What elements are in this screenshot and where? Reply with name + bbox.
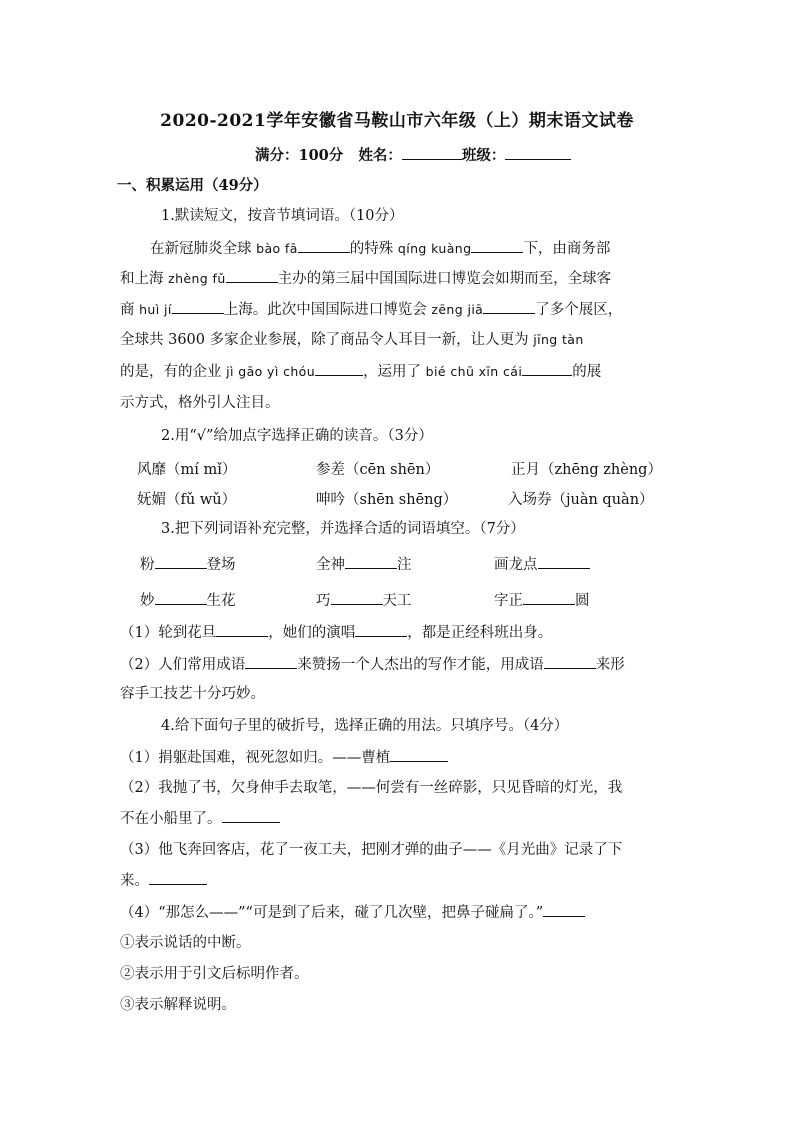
answer-blank[interactable] <box>149 870 207 885</box>
q4-sentence-2-cont <box>120 808 280 829</box>
answer-blank[interactable] <box>471 238 523 253</box>
class-label: 班级： <box>461 147 506 164</box>
q4-sentence-1 <box>120 747 448 768</box>
text: 全神 <box>316 557 345 573</box>
answer-blank[interactable] <box>222 808 280 823</box>
full-score: 满分：100分 <box>255 147 344 164</box>
q3-sentence-1 <box>120 622 552 643</box>
q2-item-4[interactable]: 妩媚（fǔ wǔ） <box>137 492 237 508</box>
text: 生花 <box>206 593 236 609</box>
text: 的展 <box>572 364 602 380</box>
text: （2）人们常用成语 <box>120 657 246 673</box>
text: 的是，有的企业 <box>120 364 222 380</box>
q4-sentence-2: （2）我抛了书，欠身伸手去取笔，——何尝有一丝碎影，只见昏暗的灯光，我 <box>120 780 623 796</box>
text: 和上海 <box>120 271 164 287</box>
q4-sentence-4 <box>120 902 585 923</box>
q4-option-3: ③表示解释说明。 <box>120 997 236 1013</box>
text: 粉 <box>140 557 155 573</box>
text: 登场 <box>206 557 236 573</box>
q1-line-1 <box>150 238 610 259</box>
class-blank[interactable] <box>505 145 571 160</box>
q1-line-4 <box>120 330 584 350</box>
q3-word-4 <box>140 589 236 610</box>
name-blank[interactable] <box>402 145 462 160</box>
q1-line-3 <box>120 299 622 320</box>
q3-sentence-2-cont: 容手工技艺十分巧妙。 <box>120 686 265 702</box>
section-heading: 一、积累运用（49分） <box>117 177 268 194</box>
answer-blank[interactable] <box>155 554 207 569</box>
pinyin: jīng tàn <box>533 332 584 347</box>
text: 全球共 3600 多家企业参展，除了商品令人耳目一新，让人更为 <box>120 332 529 348</box>
answer-blank[interactable] <box>390 747 448 762</box>
q3-label: 3.把下列词语补充完整，并选择合适的词语填空。（7分） <box>161 521 525 537</box>
answer-blank[interactable] <box>331 590 383 605</box>
answer-blank[interactable] <box>483 299 535 314</box>
answer-blank[interactable] <box>543 902 585 917</box>
text: 的特殊 <box>349 241 394 257</box>
text: ，运用了 <box>363 364 422 380</box>
text: 来形 <box>595 657 625 673</box>
q3-word-3 <box>494 553 590 574</box>
text: 在新冠肺炎全球 <box>150 241 252 257</box>
answer-blank[interactable] <box>298 238 350 253</box>
text: 上海。此次中国国际进口博览会 <box>223 302 427 318</box>
pinyin: huì jí <box>139 302 172 317</box>
q4-option-2: ②表示用于引文后标明作者。 <box>120 966 309 982</box>
pinyin: zhèng fǔ <box>168 271 226 286</box>
q1-line-6: 示方式，格外引人注目。 <box>120 395 280 411</box>
text: 天工 <box>382 593 412 609</box>
text: （4）“那怎么——”“可是到了后来，碰了几次壁，把鼻子碰扁了。” <box>120 905 544 921</box>
text: 妙 <box>140 593 155 609</box>
q2-label: 2.用“√”给加点字选择正确的读音。（3分） <box>161 428 433 444</box>
answer-blank[interactable] <box>172 299 224 314</box>
q4-sentence-3-cont <box>120 870 207 891</box>
text: 字正 <box>494 593 523 609</box>
text: 下，由商务部 <box>523 241 611 257</box>
text: 主办的第三届中国国际进口博览会如期而至，全球客 <box>277 271 612 287</box>
text: 注 <box>397 557 412 573</box>
q3-word-2 <box>316 553 412 574</box>
answer-blank[interactable] <box>216 622 268 637</box>
q2-item-5[interactable]: 呻吟（shēn shēng） <box>316 492 458 508</box>
answer-blank[interactable] <box>245 654 297 669</box>
q1-line-5 <box>120 361 601 382</box>
answer-blank[interactable] <box>155 590 207 605</box>
answer-blank[interactable] <box>522 361 572 376</box>
answer-blank[interactable] <box>355 622 407 637</box>
text: 画龙点 <box>494 557 538 573</box>
answer-blank[interactable] <box>315 361 363 376</box>
exam-title: 2020-2021学年安徽省马鞍山市六年级（上）期末语文试卷 <box>160 111 634 131</box>
pinyin: jì gāo yì chóu <box>226 364 316 379</box>
exam-info-line <box>255 144 571 165</box>
text: 商 <box>120 302 135 318</box>
pinyin: bào fā <box>256 241 298 256</box>
q3-word-5 <box>316 589 412 610</box>
q2-item-2[interactable]: 参差（cēn shēn） <box>316 462 440 478</box>
answer-blank[interactable] <box>538 554 590 569</box>
text: （1）捐躯赴国难，视死忽如归。——曹植 <box>120 750 391 766</box>
q2-item-3[interactable]: 正月（zhēng zhèng） <box>511 462 662 478</box>
answer-blank[interactable] <box>523 590 575 605</box>
pinyin: zēng jiā <box>431 302 484 317</box>
text: （1）轮到花旦 <box>120 625 217 641</box>
text: 来。 <box>120 873 149 889</box>
pinyin: qíng kuàng <box>397 241 472 256</box>
pinyin: bié chū xīn cái <box>425 364 523 379</box>
q4-sentence-3: （3）他飞奔回客店，花了一夜工夫，把刚才弹的曲子——《月光曲》记录了下 <box>120 842 623 858</box>
text: 巧 <box>316 593 331 609</box>
q2-item-6[interactable]: 入场券（juàn quàn） <box>508 492 654 508</box>
q3-sentence-2 <box>120 654 625 675</box>
text: ，都是正经科班出身。 <box>407 625 553 641</box>
text: 圆 <box>575 593 590 609</box>
q4-option-1: ①表示说话的中断。 <box>120 935 251 951</box>
text: 来赞扬一个人杰出的写作才能，用成语 <box>297 657 544 673</box>
q1-line-2 <box>120 268 611 289</box>
q1-label: 1.默读短文，按音节填词语。（10分） <box>161 208 404 224</box>
text: 不在小船里了。 <box>120 811 222 827</box>
q3-word-6 <box>494 589 590 610</box>
q3-word-1 <box>140 553 236 574</box>
text: 了多个展区， <box>535 302 623 318</box>
q4-label: 4.给下面句子里的破折号，选择正确的用法。只填序号。（4分） <box>161 718 569 734</box>
name-label: 姓名： <box>358 147 402 164</box>
answer-blank[interactable] <box>226 268 278 283</box>
text: ，她们的演唱 <box>268 625 356 641</box>
answer-blank[interactable] <box>544 654 596 669</box>
q2-item-1[interactable]: 风靡（mí mǐ） <box>137 462 237 478</box>
answer-blank[interactable] <box>345 554 397 569</box>
